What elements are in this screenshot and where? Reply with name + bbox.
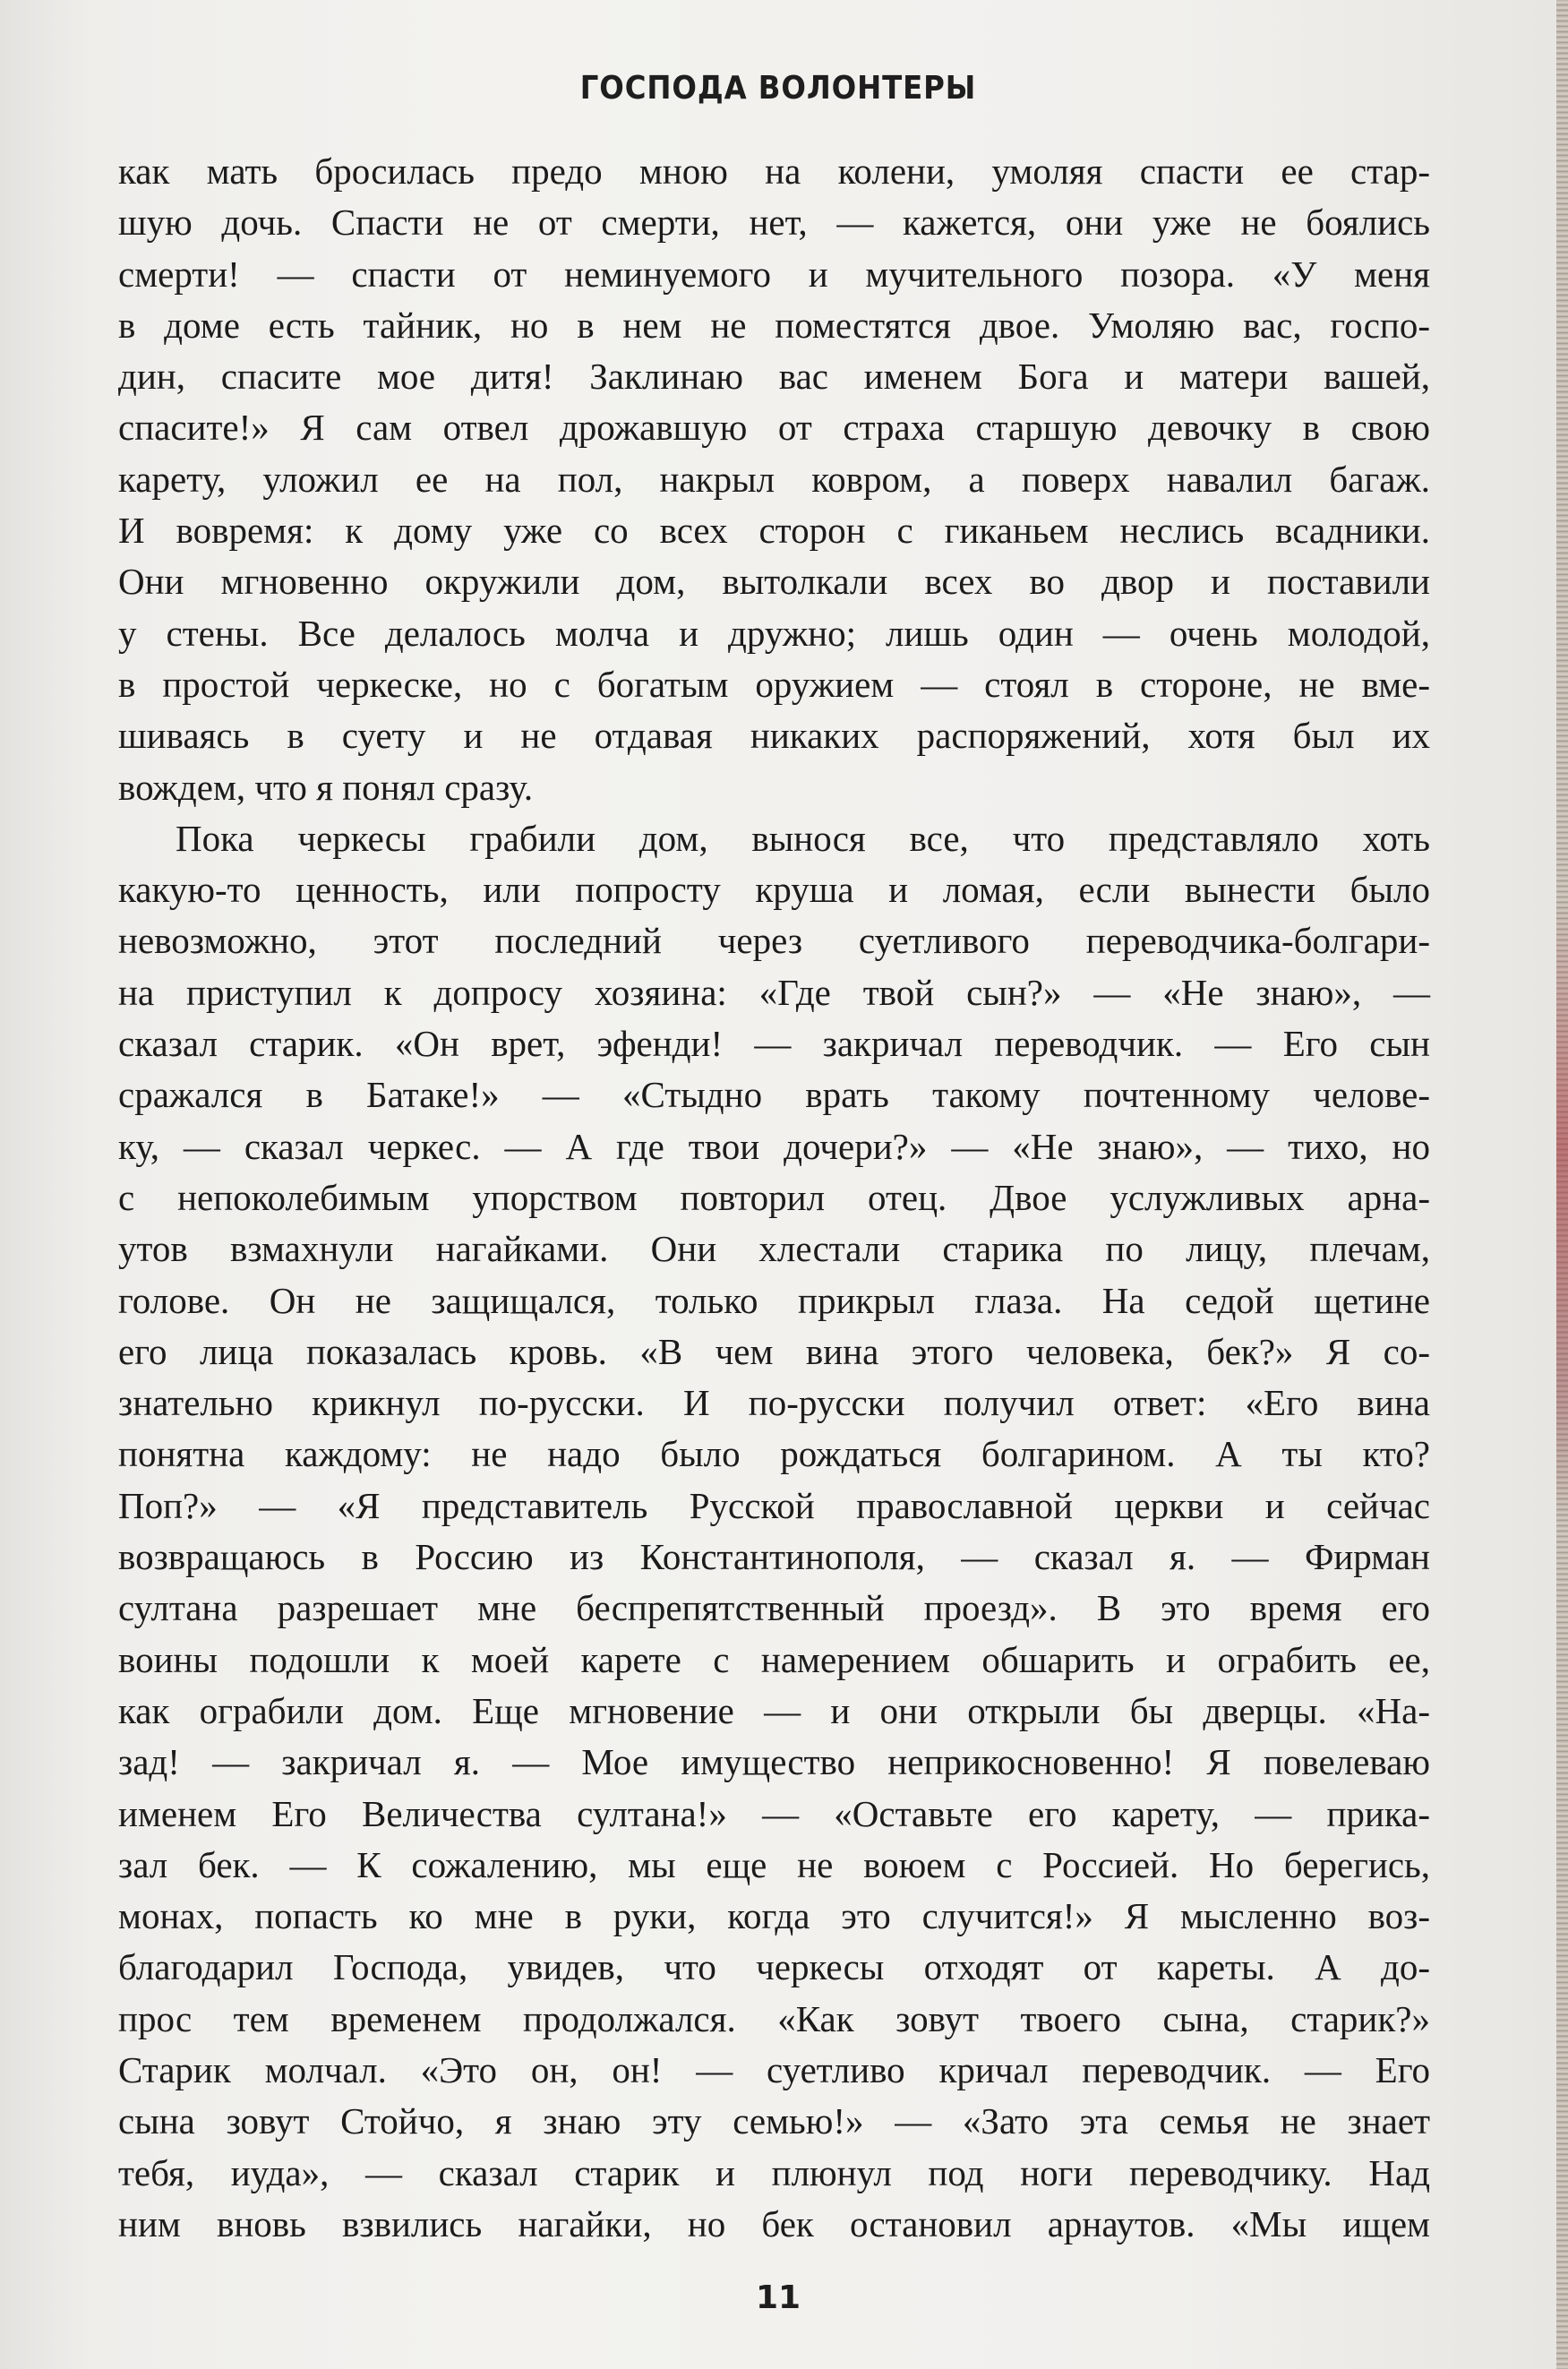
text-line: султана разрешает мне беспрепятственный проезд». В это время его <box>118 1587 1430 1629</box>
text-line: ним вновь взвились нагайки, но бек остановил арнаутов. «Мы ищем <box>118 2202 1430 2245</box>
text-line: знательно крикнул по-русски. И по-русски получил ответ: «Его вина <box>118 1382 1430 1424</box>
text-line: в простой черкеске, но с богатым оружием — стоял в стороне, не вме- <box>118 663 1430 705</box>
text-line: Поп?» — «Я представитель Русской православной церкви и сейчас <box>118 1484 1430 1526</box>
text-line: шую дочь. Спасти не от смерти, нет, — кажется, они уже не боялись <box>118 202 1430 244</box>
text-line: зад! — закричал я. — Мое имущество неприкосновенно! Я повелеваю <box>118 1741 1430 1783</box>
text-line: сражался в Батаке!» — «Стыдно врать такому почтенному челове- <box>118 1074 1430 1116</box>
page-number: 11 <box>755 2279 801 2316</box>
text-line: в доме есть тайник, но в нем не поместятся двое. Умоляю вас, госпо- <box>118 304 1430 346</box>
text-line: И вовремя: к дому уже со всех сторон с гиканьем неслись всадники. <box>118 510 1430 552</box>
edge-tint <box>1556 896 1568 1523</box>
text-line: шиваясь в суету и не отдавая никаких распоряжений, хотя был их <box>118 715 1430 757</box>
text-line: как мать бросилась предо мною на колени, умоляя спасти ее стар- <box>118 150 1430 192</box>
text-line: сказал старик. «Он врет, эфенди! — закричал переводчик. — Его сын <box>118 1023 1430 1065</box>
text-line: карету, уложил ее на пол, накрыл ковром, а поверх навалил багаж. <box>118 458 1430 500</box>
text-line: монах, попасть ко мне в руки, когда это случится!» Я мысленно воз- <box>118 1895 1430 1937</box>
text-line: утов взмахнули нагайками. Они хлестали старика по лицу, плечам, <box>118 1228 1430 1270</box>
text-line: благодарил Господа, увидев, что черкесы отходят от кареты. А до- <box>118 1946 1430 1988</box>
text-line: вождем, что я понял сразу. <box>118 766 534 808</box>
text-line: смерти! — спасти от неминуемого и мучительного позора. «У меня <box>118 253 1430 295</box>
text-line: у стены. Все делалось молча и дружно; лишь один — очень молодой, <box>118 612 1430 654</box>
text-line: тебя, иуда», — сказал старик и плюнул под ноги переводчику. Над <box>118 2151 1430 2193</box>
body-text <box>118 146 1430 2250</box>
paragraph-first-line: Пока черкесы грабили дом, вынося все, что представляло хоть <box>176 817 1430 859</box>
text-line: как ограбили дом. Еще мгновение — и они открыли бы дверцы. «На- <box>118 1689 1430 1731</box>
text-line: воины подошли к моей карете с намерением обшарить и ограбить ее, <box>118 1638 1430 1680</box>
text-line: Они мгновенно окружили дом, вытолкали всех во двор и поставили <box>118 561 1430 603</box>
text-line: на приступил к допросу хозяина: «Где твой сын?» — «Не знаю», — <box>118 971 1430 1013</box>
text-line: спасите!» Я сам отвел дрожавшую от страха старшую девочку в свою <box>118 407 1430 449</box>
text-line: зал бек. — К сожалению, мы еще не воюем с Россией. Но берегись, <box>118 1843 1430 1885</box>
text-line: прос тем временем продолжался. «Как зовут твоего сына, старик?» <box>118 1997 1430 2039</box>
page-block-edge <box>1556 0 1568 2369</box>
text-line: его лица показалась кровь. «В чем вина этого человека, бек?» Я со- <box>118 1330 1430 1372</box>
text-line: именем Его Величества султана!» — «Оставьте его карету, — прика- <box>118 1792 1430 1834</box>
text-line: понятна каждому: не надо было рождаться болгарином. А ты кто? <box>118 1433 1430 1475</box>
text-line: с непоколебимым упорством повторил отец. Двое услужливых арна- <box>118 1176 1430 1218</box>
text-line: ку, — сказал черкес. — А где твои дочери?» — «Не знаю», — тихо, но <box>118 1125 1430 1167</box>
text-line: сына зовут Стойчо, я знаю эту семью!» — «Зато эта семья не знает <box>118 2100 1430 2142</box>
text-line: дин, спасите мое дитя! Заклинаю вас именем Бога и матери вашей, <box>118 356 1430 398</box>
text-line: голове. Он не защищался, только прикрыл глаза. На седой щетине <box>118 1279 1430 1321</box>
text-line: Старик молчал. «Это он, он! — суетливо кричал переводчик. — Его <box>118 2048 1430 2090</box>
text-line: возвращаюсь в Россию из Константинополя, — сказал я. — Фирман <box>118 1536 1430 1578</box>
text-line: какую-то ценность, или попросту круша и ломая, если вынести было <box>118 869 1430 911</box>
text-line: невозможно, этот последний через суетливого переводчика-болгари- <box>118 920 1430 962</box>
running-head: ГОСПОДА ВОЛОНТЕРЫ <box>579 70 977 107</box>
